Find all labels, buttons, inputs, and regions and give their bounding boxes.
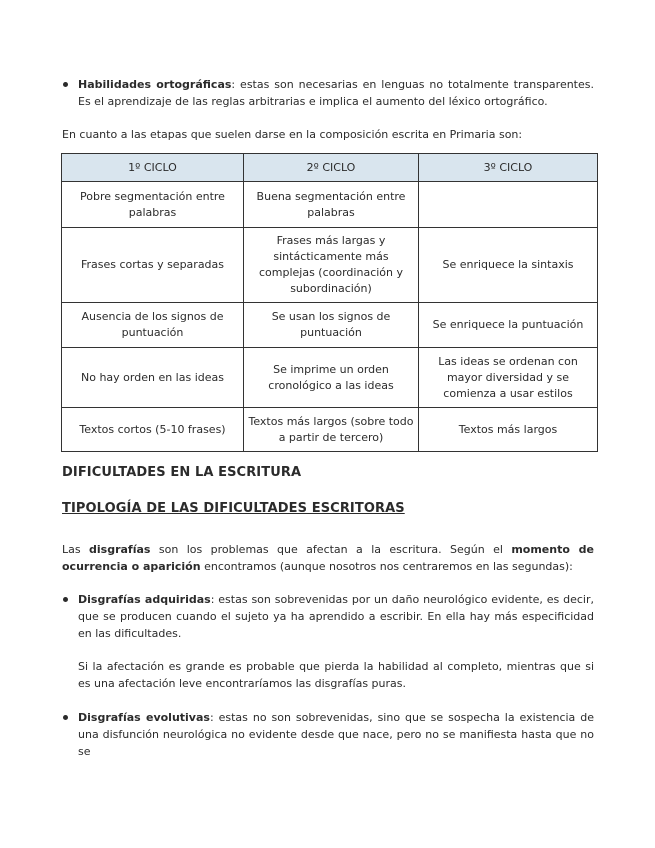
bullet-text [78,591,594,642]
table-cell: Textos más largos (sobre todo a partir de tercero) [244,408,419,452]
bullet-text-part: aprendizaje de las reglas arbitrarias e implica el aumento del léxico ortográfico. [107,95,548,108]
table-intro-paragraph: En cuanto a las etapas que suelen darse en la composición escrita en Primaria son: [62,128,523,141]
table-cell: Frases más largas y sintácticamente más complejas (coordinación y subordinación) [244,228,419,303]
bullet-marker [63,715,68,720]
text-span: son los problemas que afectan a la escritura. Según el [150,543,512,556]
table-row [62,303,598,348]
table-cell: No hay orden en las ideas [62,348,244,408]
table-cell: Textos cortos (5-10 frases) [62,408,244,452]
bullet-text [78,709,594,760]
bullet-text [78,76,594,110]
table-cell: Buena segmentación entre palabras [244,182,419,228]
table-cell: Se enriquece la sintaxis [419,228,598,303]
subsection-heading: TIPOLOGÍA DE LAS DIFICULTADES ESCRITORAS [62,501,405,516]
bullet-disgrafias-adquiridas [62,591,594,692]
table-cell: Pobre segmentación entre palabras [62,182,244,228]
table-cell: Ausencia de los signos de puntuación [62,303,244,348]
bullet-marker [63,82,68,87]
bold-term: Habilidades ortográficas [78,78,232,91]
bullet-extra-paragraph: Si la afectación es grande es probable que pierda la habilidad al completo, mientras que si es una afectación leve encontraríamos las disgrafías puras. [78,660,594,690]
text-span: Las [62,543,90,556]
bold-term: momento de ocurrencia o aparición [62,543,594,573]
table-cell: Se enriquece la puntuación [419,303,598,348]
table-row [62,182,598,228]
table-cell: Se imprime un orden cronológico a las ideas [244,348,419,408]
table-row [62,348,598,408]
bullet-disgrafias-evolutivas [62,709,594,760]
table-cell: Frases cortas y separadas [62,228,244,303]
table-row [62,408,598,452]
bullet-text-part: : estas son necesarias en lenguas no totalmente transparentes. Es el [78,78,594,108]
disgrafias-paragraph [62,541,594,575]
table-cell [419,182,598,228]
text-span: encontramos (aunque nosotros nos centraremos en las segundas): [200,560,573,573]
section-heading: DIFICULTADES EN LA ESCRITURA [62,465,302,480]
table-header-cell: 1º CICLO [62,154,244,182]
bullet-text-part: : estas son sobrevenidas por un daño neurológico evidente, es decir, que se producen cuando el sujeto ya ha aprendido a escribir. En ella hay más especificidad en las dificultades. [78,593,594,640]
table-header-cell: 3º CICLO [419,154,598,182]
table-header-row [62,154,598,182]
table-cell: Se usan los signos de puntuación [244,303,419,348]
writing-stages-table [61,153,598,452]
bold-term: disgrafías [89,543,151,556]
table-cell: Textos más largos [419,408,598,452]
bullet-text-part: : estas no son sobrevenidas, sino que se sospecha la existencia de una disfunción neurológica no evidente desde que nace, pero no se manifiesta hasta que no se [78,711,594,758]
bold-term: Disgrafías evolutivas [78,711,210,724]
table-header-cell: 2º CICLO [244,154,419,182]
bold-term: Disgrafías adquiridas [78,593,211,606]
bullet-marker [63,597,68,602]
table-row [62,228,598,303]
table-cell: Las ideas se ordenan con mayor diversidad y se comienza a usar estilos [419,348,598,408]
bullet-habilidades-ortograficas [62,76,594,110]
